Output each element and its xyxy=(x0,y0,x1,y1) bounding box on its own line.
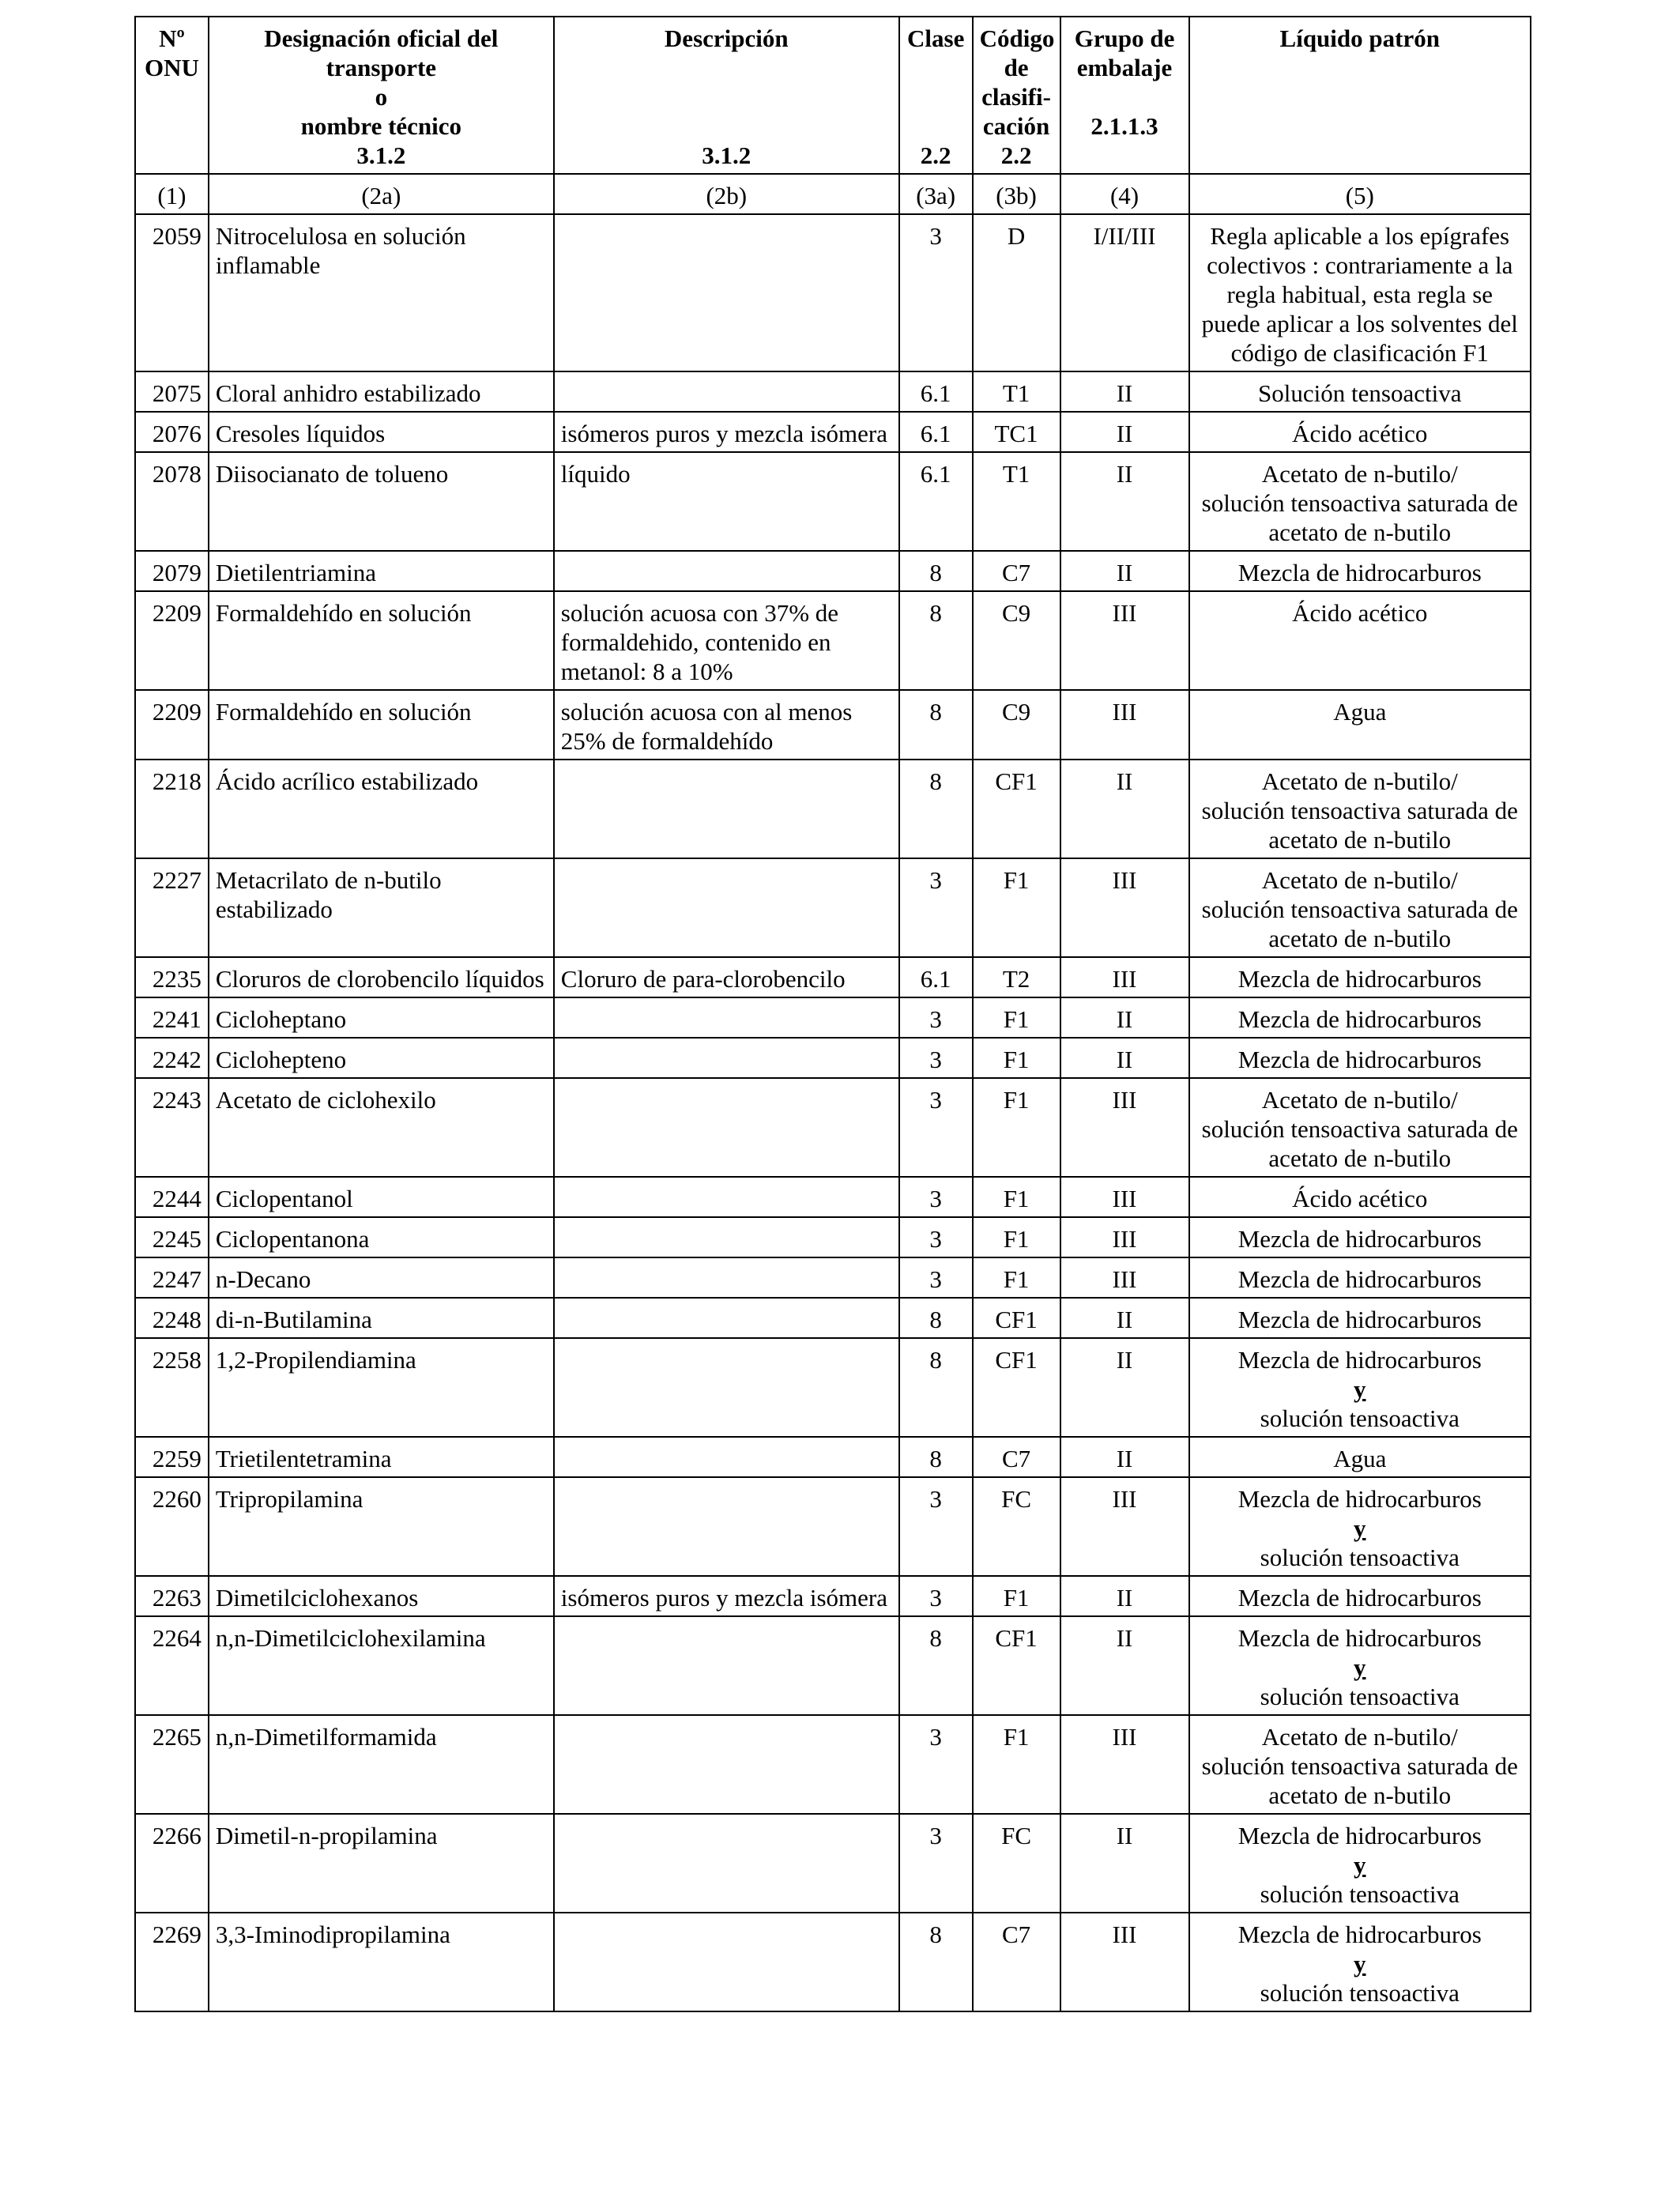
packing-group-cell: II xyxy=(1060,997,1189,1038)
description-cell xyxy=(554,997,899,1038)
classification-code-cell: F1 xyxy=(973,1715,1060,1814)
designation-cell: Dietilentriamina xyxy=(209,551,554,591)
class-cell: 3 xyxy=(899,1177,973,1217)
header-code-label: Código de clasifi-cación xyxy=(979,25,1055,140)
liquid-line: solución tensoactiva saturada de acetato de n-butilo xyxy=(1201,1115,1518,1172)
reference-liquid-cell xyxy=(1189,997,1531,1038)
class-cell: 3 xyxy=(899,1078,973,1177)
liquid-line: Acetato de n-butilo/ xyxy=(1261,1086,1458,1114)
liquid-line: Ácido acético xyxy=(1292,420,1428,447)
reference-liquid-cell xyxy=(1189,1477,1531,1576)
table-row xyxy=(135,997,1531,1038)
table-row xyxy=(135,1576,1531,1616)
header-onu-label: Nº ONU xyxy=(144,25,199,81)
classification-code-cell: C7 xyxy=(973,551,1060,591)
classification-code-cell: F1 xyxy=(973,1177,1060,1217)
reference-liquid-cell xyxy=(1189,371,1531,412)
classification-code-cell: F1 xyxy=(973,1257,1060,1298)
header-class xyxy=(899,17,973,174)
un-number-cell: 2075 xyxy=(135,371,209,412)
class-cell: 6.1 xyxy=(899,412,973,452)
un-number-cell: 2266 xyxy=(135,1814,209,1913)
table-row xyxy=(135,551,1531,591)
designation-cell: Cicloheptano xyxy=(209,997,554,1038)
class-cell: 3 xyxy=(899,214,973,371)
description-cell xyxy=(554,371,899,412)
class-cell: 6.1 xyxy=(899,452,973,551)
classification-code-cell: F1 xyxy=(973,1038,1060,1078)
reference-liquid-cell xyxy=(1189,1338,1531,1437)
un-number-cell: 2059 xyxy=(135,214,209,371)
liquid-line: Mezcla de hidrocarburos xyxy=(1237,1921,1482,1948)
table-row xyxy=(135,1038,1531,1078)
designation-cell: n-Decano xyxy=(209,1257,554,1298)
liquid-line: solución tensoactiva xyxy=(1260,1404,1460,1432)
header-group xyxy=(1060,17,1189,174)
reference-liquid-cell xyxy=(1189,1217,1531,1257)
conjunction-y: y xyxy=(1354,1653,1366,1681)
column-number: (1) xyxy=(135,174,209,214)
packing-group-cell: II xyxy=(1060,1338,1189,1437)
designation-cell: Ciclopentanol xyxy=(209,1177,554,1217)
column-number: (5) xyxy=(1189,174,1531,214)
liquid-line: Ácido acético xyxy=(1292,599,1428,627)
liquid-line: Acetato de n-butilo/ xyxy=(1261,767,1458,795)
liquid-line: solución tensoactiva xyxy=(1260,1880,1460,1908)
designation-cell: n,n-Dimetilformamida xyxy=(209,1715,554,1814)
class-cell: 3 xyxy=(899,1576,973,1616)
header-onu xyxy=(135,17,209,174)
classification-code-cell: FC xyxy=(973,1477,1060,1576)
table-row xyxy=(135,1715,1531,1814)
packing-group-cell: I/II/III xyxy=(1060,214,1189,371)
conjunction-y: y xyxy=(1354,1514,1366,1542)
reference-liquid-cell xyxy=(1189,1038,1531,1078)
class-cell: 8 xyxy=(899,551,973,591)
liquid-line: Agua xyxy=(1333,698,1387,726)
packing-group-cell: II xyxy=(1060,371,1189,412)
un-number-cell: 2264 xyxy=(135,1616,209,1715)
column-number: (2a) xyxy=(209,174,554,214)
liquid-line: Mezcla de hidrocarburos xyxy=(1237,1046,1482,1073)
description-cell xyxy=(554,1038,899,1078)
classification-code-cell: F1 xyxy=(973,1576,1060,1616)
liquid-line: Mezcla de hidrocarburos xyxy=(1237,1624,1482,1652)
header-group-ref: 2.1.1.3 xyxy=(1090,112,1158,140)
table-row xyxy=(135,1477,1531,1576)
packing-group-cell: II xyxy=(1060,1298,1189,1338)
reference-liquid-cell xyxy=(1189,452,1531,551)
class-cell: 6.1 xyxy=(899,957,973,997)
classification-code-cell: F1 xyxy=(973,858,1060,957)
designation-cell: Dimetil-n-propilamina xyxy=(209,1814,554,1913)
un-number-cell: 2248 xyxy=(135,1298,209,1338)
packing-group-cell: III xyxy=(1060,690,1189,760)
classification-code-cell: FC xyxy=(973,1814,1060,1913)
header-code-ref: 2.2 xyxy=(1000,141,1032,169)
column-number: (2b) xyxy=(554,174,899,214)
un-number-cell: 2079 xyxy=(135,551,209,591)
packing-group-cell: III xyxy=(1060,1477,1189,1576)
classification-code-cell: C9 xyxy=(973,690,1060,760)
header-liquid xyxy=(1189,17,1531,174)
table-row xyxy=(135,1257,1531,1298)
reference-liquid-cell xyxy=(1189,1616,1531,1715)
packing-group-cell: II xyxy=(1060,1038,1189,1078)
reference-liquid-cell xyxy=(1189,858,1531,957)
liquid-line: Mezcla de hidrocarburos xyxy=(1237,1306,1482,1333)
classification-code-cell: CF1 xyxy=(973,1298,1060,1338)
table-row xyxy=(135,1814,1531,1913)
header-liquid-label: Líquido patrón xyxy=(1279,25,1440,52)
reference-liquid-cell xyxy=(1189,690,1531,760)
header-designation-ref: 3.1.2 xyxy=(356,141,406,169)
class-cell: 8 xyxy=(899,1913,973,2011)
liquid-line: Mezcla de hidrocarburos xyxy=(1237,965,1482,993)
classification-code-cell: T1 xyxy=(973,371,1060,412)
table-row xyxy=(135,1298,1531,1338)
description-cell xyxy=(554,858,899,957)
classification-code-cell: F1 xyxy=(973,997,1060,1038)
description-cell xyxy=(554,1177,899,1217)
table-row xyxy=(135,1078,1531,1177)
column-number: (4) xyxy=(1060,174,1189,214)
description-cell xyxy=(554,1437,899,1477)
description-cell xyxy=(554,1814,899,1913)
packing-group-cell: II xyxy=(1060,1576,1189,1616)
conjunction-y: y xyxy=(1354,1851,1366,1879)
designation-cell: Cloruros de clorobencilo líquidos xyxy=(209,957,554,997)
un-number-cell: 2247 xyxy=(135,1257,209,1298)
packing-group-cell: II xyxy=(1060,452,1189,551)
table-row xyxy=(135,690,1531,760)
table-row xyxy=(135,1338,1531,1437)
description-cell xyxy=(554,1298,899,1338)
un-number-cell: 2258 xyxy=(135,1338,209,1437)
classification-code-cell: D xyxy=(973,214,1060,371)
reference-liquid-cell xyxy=(1189,1177,1531,1217)
designation-cell: Cresoles líquidos xyxy=(209,412,554,452)
un-number-cell: 2265 xyxy=(135,1715,209,1814)
designation-cell: n,n-Dimetilciclohexilamina xyxy=(209,1616,554,1715)
designation-cell: 3,3-Iminodipropilamina xyxy=(209,1913,554,2011)
un-number-cell: 2209 xyxy=(135,690,209,760)
classification-code-cell: CF1 xyxy=(973,1616,1060,1715)
class-cell: 3 xyxy=(899,1217,973,1257)
header-class-label: Clase xyxy=(907,25,965,52)
classification-code-cell: T1 xyxy=(973,452,1060,551)
reference-liquid-cell xyxy=(1189,412,1531,452)
description-cell xyxy=(554,760,899,858)
description-cell xyxy=(554,1477,899,1576)
liquid-line: Agua xyxy=(1333,1445,1387,1472)
header-description xyxy=(554,17,899,174)
packing-group-cell: II xyxy=(1060,760,1189,858)
liquid-line: Ácido acético xyxy=(1292,1185,1428,1212)
packing-group-cell: III xyxy=(1060,1913,1189,2011)
class-cell: 8 xyxy=(899,760,973,858)
un-number-cell: 2076 xyxy=(135,412,209,452)
liquid-line: Acetato de n-butilo/ xyxy=(1261,866,1458,894)
liquid-line: solución tensoactiva xyxy=(1260,1544,1460,1571)
un-number-cell: 2260 xyxy=(135,1477,209,1576)
header-description-label: Descripción xyxy=(664,25,789,52)
description-cell xyxy=(554,1338,899,1437)
classification-code-cell: T2 xyxy=(973,957,1060,997)
description-cell: solución acuosa con al menos 25% de formaldehído xyxy=(554,690,899,760)
liquid-line: Acetato de n-butilo/ xyxy=(1261,1723,1458,1751)
un-number-cell: 2243 xyxy=(135,1078,209,1177)
reference-liquid-cell xyxy=(1189,1298,1531,1338)
reference-liquid-cell xyxy=(1189,760,1531,858)
description-cell: líquido xyxy=(554,452,899,551)
class-cell: 3 xyxy=(899,1257,973,1298)
reference-liquid-cell xyxy=(1189,1814,1531,1913)
description-cell: isómeros puros y mezcla isómera xyxy=(554,1576,899,1616)
designation-cell: Diisocianato de tolueno xyxy=(209,452,554,551)
class-cell: 8 xyxy=(899,1616,973,1715)
packing-group-cell: III xyxy=(1060,1257,1189,1298)
un-number-cell: 2259 xyxy=(135,1437,209,1477)
liquid-line: solución tensoactiva saturada de acetato de n-butilo xyxy=(1201,895,1518,952)
description-cell xyxy=(554,1715,899,1814)
liquid-line: solución tensoactiva saturada de acetato de n-butilo xyxy=(1201,797,1518,854)
liquid-line: solución tensoactiva saturada de acetato de n-butilo xyxy=(1201,1752,1518,1809)
liquid-line: Mezcla de hidrocarburos xyxy=(1237,559,1482,586)
class-cell: 8 xyxy=(899,1338,973,1437)
un-number-cell: 2269 xyxy=(135,1913,209,2011)
reference-liquid-cell xyxy=(1189,214,1531,371)
packing-group-cell: II xyxy=(1060,551,1189,591)
designation-cell: Trietilentetramina xyxy=(209,1437,554,1477)
class-cell: 8 xyxy=(899,591,973,690)
designation-cell: Tripropilamina xyxy=(209,1477,554,1576)
class-cell: 8 xyxy=(899,1437,973,1477)
table-row xyxy=(135,214,1531,371)
header-class-ref: 2.2 xyxy=(920,141,951,169)
reference-liquid-cell xyxy=(1189,1913,1531,2011)
packing-group-cell: II xyxy=(1060,1814,1189,1913)
un-number-cell: 2263 xyxy=(135,1576,209,1616)
table-row xyxy=(135,412,1531,452)
liquid-line: Mezcla de hidrocarburos xyxy=(1237,1584,1482,1612)
liquid-line: Mezcla de hidrocarburos xyxy=(1237,1005,1482,1033)
description-cell: Cloruro de para-clorobencilo xyxy=(554,957,899,997)
table-row xyxy=(135,858,1531,957)
reference-liquid-cell xyxy=(1189,1437,1531,1477)
table-row xyxy=(135,452,1531,551)
reference-liquid-cell xyxy=(1189,591,1531,690)
classification-code-cell: F1 xyxy=(973,1217,1060,1257)
designation-cell: Ácido acrílico estabilizado xyxy=(209,760,554,858)
packing-group-cell: III xyxy=(1060,858,1189,957)
class-cell: 3 xyxy=(899,1814,973,1913)
packing-group-cell: III xyxy=(1060,591,1189,690)
reference-liquid-cell xyxy=(1189,1257,1531,1298)
header-code xyxy=(973,17,1060,174)
liquid-line: Acetato de n-butilo/ xyxy=(1261,460,1458,488)
class-cell: 3 xyxy=(899,1038,973,1078)
designation-cell: Formaldehído en solución xyxy=(209,591,554,690)
packing-group-cell: III xyxy=(1060,957,1189,997)
table-row xyxy=(135,957,1531,997)
conjunction-y: y xyxy=(1354,1375,1366,1403)
designation-cell: Ciclopentanona xyxy=(209,1217,554,1257)
packing-group-cell: III xyxy=(1060,1217,1189,1257)
un-number-cell: 2209 xyxy=(135,591,209,690)
class-cell: 8 xyxy=(899,1298,973,1338)
description-cell xyxy=(554,1616,899,1715)
class-cell: 6.1 xyxy=(899,371,973,412)
designation-cell: Cloral anhidro estabilizado xyxy=(209,371,554,412)
liquid-line: Regla aplicable a los epígrafes colectivos : contrariamente a la regla habitual, esta regla se puede aplicar a los solventes del código de clasificación F1 xyxy=(1201,222,1518,367)
un-number-cell: 2244 xyxy=(135,1177,209,1217)
column-number: (3a) xyxy=(899,174,973,214)
header-description-ref: 3.1.2 xyxy=(702,141,751,169)
class-cell: 3 xyxy=(899,1477,973,1576)
classification-code-cell: CF1 xyxy=(973,1338,1060,1437)
class-cell: 3 xyxy=(899,858,973,957)
table-row xyxy=(135,1177,1531,1217)
classification-code-cell: TC1 xyxy=(973,412,1060,452)
liquid-line: Mezcla de hidrocarburos xyxy=(1237,1822,1482,1849)
class-cell: 3 xyxy=(899,1715,973,1814)
reference-liquid-cell xyxy=(1189,1576,1531,1616)
un-number-cell: 2227 xyxy=(135,858,209,957)
packing-group-cell: II xyxy=(1060,1437,1189,1477)
reference-liquid-cell xyxy=(1189,957,1531,997)
header-designation-label: Designación oficial del transporte o nombre técnico xyxy=(264,25,499,140)
liquid-line: Mezcla de hidrocarburos xyxy=(1237,1485,1482,1513)
liquid-line: solución tensoactiva xyxy=(1260,1683,1460,1710)
un-number-cell: 2078 xyxy=(135,452,209,551)
reference-liquid-cell xyxy=(1189,551,1531,591)
description-cell: isómeros puros y mezcla isómera xyxy=(554,412,899,452)
un-number-cell: 2241 xyxy=(135,997,209,1038)
class-cell: 3 xyxy=(899,997,973,1038)
un-number-cell: 2245 xyxy=(135,1217,209,1257)
packing-group-cell: III xyxy=(1060,1078,1189,1177)
designation-cell: Dimetilciclohexanos xyxy=(209,1576,554,1616)
class-cell: 8 xyxy=(899,690,973,760)
table-row xyxy=(135,1217,1531,1257)
table-row xyxy=(135,1913,1531,2011)
designation-cell: Ciclohepteno xyxy=(209,1038,554,1078)
designation-cell: Nitrocelulosa en solución inflamable xyxy=(209,214,554,371)
table-row xyxy=(135,1437,1531,1477)
description-cell xyxy=(554,1078,899,1177)
liquid-line: Solución tensoactiva xyxy=(1258,379,1462,407)
reference-liquid-cell xyxy=(1189,1715,1531,1814)
un-number-cell: 2235 xyxy=(135,957,209,997)
liquid-line: Mezcla de hidrocarburos xyxy=(1237,1346,1482,1374)
classification-code-cell: F1 xyxy=(973,1078,1060,1177)
packing-group-cell: II xyxy=(1060,1616,1189,1715)
classification-code-cell: CF1 xyxy=(973,760,1060,858)
reference-liquid-cell xyxy=(1189,1078,1531,1177)
dangerous-goods-table xyxy=(134,16,1531,2012)
designation-cell: Metacrilato de n-butilo estabilizado xyxy=(209,858,554,957)
column-number: (3b) xyxy=(973,174,1060,214)
header-row xyxy=(135,17,1531,174)
header-group-label: Grupo de embalaje xyxy=(1074,25,1175,81)
packing-group-cell: III xyxy=(1060,1715,1189,1814)
description-cell xyxy=(554,551,899,591)
table-row xyxy=(135,371,1531,412)
designation-cell: Acetato de ciclohexilo xyxy=(209,1078,554,1177)
conjunction-y: y xyxy=(1354,1950,1366,1977)
column-number-row xyxy=(135,174,1531,214)
classification-code-cell: C7 xyxy=(973,1437,1060,1477)
un-number-cell: 2218 xyxy=(135,760,209,858)
header-designation xyxy=(209,17,554,174)
packing-group-cell: III xyxy=(1060,1177,1189,1217)
un-number-cell: 2242 xyxy=(135,1038,209,1078)
designation-cell: Formaldehído en solución xyxy=(209,690,554,760)
description-cell xyxy=(554,1913,899,2011)
liquid-line: Mezcla de hidrocarburos xyxy=(1237,1265,1482,1293)
liquid-line: solución tensoactiva xyxy=(1260,1979,1460,2007)
designation-cell: 1,2-Propilendiamina xyxy=(209,1338,554,1437)
designation-cell: di-n-Butilamina xyxy=(209,1298,554,1338)
description-cell: solución acuosa con 37% de formaldehido, contenido en metanol: 8 a 10% xyxy=(554,591,899,690)
classification-code-cell: C7 xyxy=(973,1913,1060,2011)
description-cell xyxy=(554,1217,899,1257)
table-row xyxy=(135,1616,1531,1715)
description-cell xyxy=(554,214,899,371)
table-row xyxy=(135,760,1531,858)
table-row xyxy=(135,591,1531,690)
packing-group-cell: II xyxy=(1060,412,1189,452)
description-cell xyxy=(554,1257,899,1298)
liquid-line: solución tensoactiva saturada de acetato de n-butilo xyxy=(1201,489,1518,546)
liquid-line: Mezcla de hidrocarburos xyxy=(1237,1225,1482,1253)
classification-code-cell: C9 xyxy=(973,591,1060,690)
